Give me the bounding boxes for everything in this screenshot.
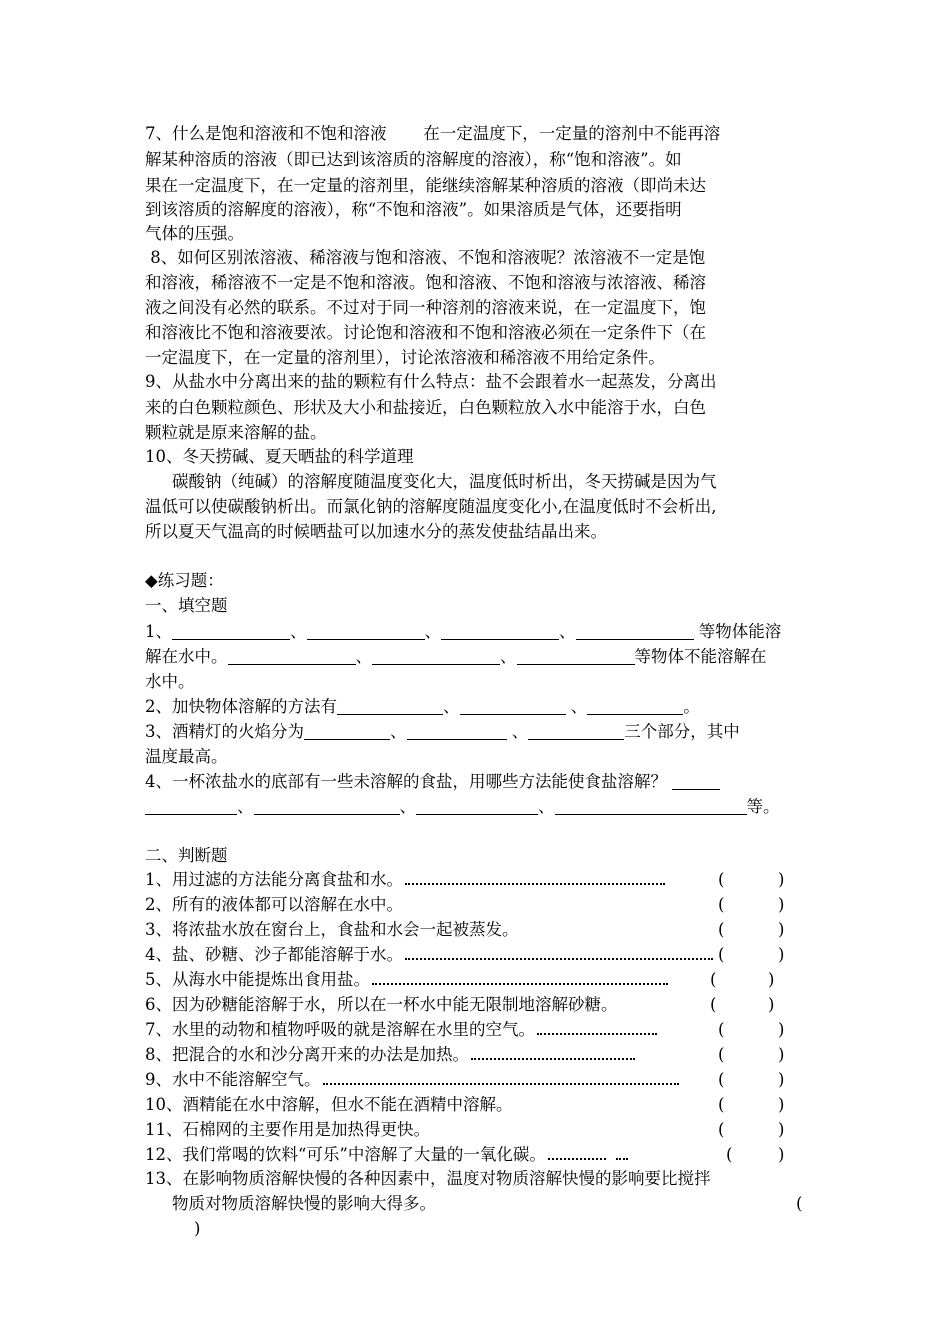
q3-prefix: 3、酒精灯的火焰分为 (145, 722, 304, 741)
separator: 、 (424, 622, 441, 641)
judge-text: 9、水中不能溶解空气。 (145, 1070, 321, 1089)
q2-end: 。 (683, 697, 700, 716)
answer-paren-close: ) (778, 1120, 785, 1139)
judge-text: 5、从海水中能提炼出食用盐。 (145, 970, 370, 989)
answer-paren-open[interactable]: ( (718, 895, 725, 914)
p8-line4: 和溶液比不饱和溶液要浓。讨论饱和溶液和不饱和溶液必须在一定条件下（在 (145, 323, 706, 342)
answer-paren-open[interactable]: ( (710, 995, 717, 1014)
answer-paren-open[interactable]: ( (710, 970, 717, 989)
separator: 、 (355, 647, 372, 666)
p7-line2: 解某种溶质的溶液（即已达到该溶质的溶解度的溶液），称“饱和溶液”。如 (145, 150, 682, 169)
p9-line1: 9、从盐水中分离出来的盐的颗粒有什么特点：盐不会跟着水一起蒸发，分离出 (145, 372, 717, 391)
judge-text: 7、水里的动物和植物呼吸的就是溶解在水里的空气。 (145, 1020, 535, 1039)
p7-line1: 7、什么是饱和溶液和不饱和溶液 在一定温度下，一定量的溶剂中不能再溶 (145, 124, 721, 143)
p8-line1: 8、如何区别浓溶液、稀溶液与饱和溶液、不饱和溶液呢？浓溶液不一定是饱 (145, 248, 706, 267)
p8-line5: 一定温度下，在一定量的溶剂里），讨论浓溶液和稀溶液不用给定条件。 (145, 348, 665, 367)
p7-line5: 气体的压强。 (145, 224, 244, 243)
fill-section-title: 一、填空题 (145, 596, 228, 615)
blank[interactable] (172, 622, 290, 640)
judge-item-3: 3、将浓盐水放在窗台上，食盐和水会一起被蒸发。 (145, 920, 519, 939)
p10-line3: 所以夏天气温高的时候晒盐可以加速水分的蒸发使盐结晶出来。 (145, 522, 607, 541)
judge-item-9 (145, 1068, 679, 1092)
answer-paren-open[interactable]: ( (718, 870, 725, 889)
leader-dots (405, 875, 665, 885)
separator: 、 (559, 622, 576, 641)
answer-paren-open[interactable]: ( (718, 1045, 725, 1064)
separator: 、 (511, 722, 529, 741)
p8-line3: 液之间没有必然的联系。不过对于同一种溶剂的溶液来说，在一定温度下，饱 (145, 298, 706, 317)
leader-dots (471, 1050, 635, 1060)
judge-item-4 (145, 943, 713, 967)
answer-paren-close: ) (194, 1219, 201, 1238)
judge-item-12 (145, 1143, 628, 1167)
judge-text: 1、用过滤的方法能分离食盐和水。 (145, 870, 403, 889)
blank[interactable] (372, 647, 500, 665)
blank[interactable] (407, 722, 507, 740)
blank[interactable] (672, 772, 720, 790)
exercise-heading: ◆练习题： (145, 571, 224, 590)
p10-line2: 温低可以使碳酸钠析出。而氯化钠的溶解度随温度变化小,在温度低时不会析出, (145, 497, 717, 516)
q4-end: 等。 (746, 797, 780, 816)
judge-item-13-line1: 13、在影响物质溶解快慢的各种因素中，温度对物质溶解快慢的影响要比搅拌 (145, 1169, 711, 1188)
answer-paren-close: ) (768, 970, 775, 989)
answer-paren-open[interactable]: ( (718, 945, 725, 964)
blank[interactable] (460, 697, 566, 715)
answer-paren-close: ) (778, 1045, 785, 1064)
p9-line3: 颗粒就是原来溶解的盐。 (145, 423, 327, 442)
answer-paren-close: ) (778, 920, 785, 939)
p10-title: 10、冬天捞碱、夏天晒盐的科学道理 (145, 447, 414, 466)
q1-end2: 等物体不能溶解在 (634, 647, 767, 666)
blank[interactable] (307, 622, 425, 640)
blank[interactable] (528, 722, 624, 740)
judge-text: 4、盐、砂糖、沙子都能溶解于水。 (145, 945, 403, 964)
leader-dots (616, 1150, 628, 1160)
answer-paren-close: ) (778, 895, 785, 914)
q4-text: 4、一杯浓盐水的底部有一些未溶解的食盐，用哪些方法能使食盐溶解？ (145, 772, 667, 791)
separator: 、 (399, 797, 416, 816)
blank[interactable] (416, 797, 538, 815)
fill-q3-line1 (145, 720, 740, 744)
leader-dots (537, 1025, 657, 1035)
separator: 、 (570, 697, 588, 716)
judge-item-8 (145, 1043, 635, 1067)
separator: 、 (237, 797, 254, 816)
judge-item-1 (145, 868, 665, 892)
judge-text: 12、我们常喝的饮料“可乐”中溶解了大量的一氧化碳。 (145, 1145, 546, 1164)
judge-item-10: 10、酒精能在水中溶解，但水不能在酒精中溶解。 (145, 1095, 513, 1114)
answer-paren-close: ) (778, 1070, 785, 1089)
p7-line4: 到该溶质的溶解度的溶液），称“不饱和溶液”。如果溶质是气体，还要指明 (145, 200, 682, 219)
answer-paren-close: ) (778, 1145, 785, 1164)
leader-dots (548, 1150, 606, 1160)
answer-paren-open[interactable]: ( (718, 920, 725, 939)
judge-item-5 (145, 968, 668, 992)
judge-item-11: 11、石棉网的主要作用是加热得更快。 (145, 1120, 430, 1139)
answer-paren-open[interactable]: ( (718, 1070, 725, 1089)
q2-prefix: 2、加快物体溶解的方法有 (145, 697, 337, 716)
judge-text: 8、把混合的水和沙分离开来的办法是加热。 (145, 1045, 469, 1064)
answer-paren-open[interactable]: ( (726, 1145, 733, 1164)
blank[interactable] (576, 622, 694, 640)
leader-dots (405, 950, 713, 960)
blank[interactable] (517, 647, 635, 665)
blank[interactable] (254, 797, 400, 815)
fill-q3-line2: 温度最高。 (145, 747, 228, 766)
judge-section-title: 二、判断题 (145, 846, 228, 865)
answer-paren-open[interactable]: ( (718, 1095, 725, 1114)
p8-line2: 和溶液，稀溶液不一定是不饱和溶液。饱和溶液、不饱和溶液与浓溶液、稀溶 (145, 273, 706, 292)
fill-q4-line1 (145, 770, 720, 794)
answer-paren-open[interactable]: ( (718, 1120, 725, 1139)
q1-prefix: 1、 (145, 622, 172, 641)
blank[interactable] (304, 722, 390, 740)
q1-line2-prefix: 解在水中。 (145, 647, 228, 666)
blank[interactable] (441, 622, 559, 640)
fill-q1-line1 (145, 620, 781, 644)
judge-item-7 (145, 1018, 657, 1042)
blank[interactable] (145, 797, 237, 815)
leader-dots (372, 975, 668, 985)
fill-q4-line2 (145, 795, 780, 819)
p7-line3: 果在一定温度下，在一定量的溶剂里，能继续溶解某种溶质的溶液（即尚未达 (145, 176, 706, 195)
blank[interactable] (228, 647, 356, 665)
blank[interactable] (587, 697, 683, 715)
answer-paren-close: ) (778, 1095, 785, 1114)
answer-paren-close: ) (778, 1020, 785, 1039)
blank[interactable] (555, 797, 747, 815)
separator: 、 (500, 647, 517, 666)
fill-q1-line3: 水中。 (145, 672, 195, 691)
separator: 、 (538, 797, 555, 816)
judge-item-6: 6、因为砂糖能溶解于水，所以在一杯水中能无限制地溶解砂糖。 (145, 995, 618, 1014)
answer-paren-close: ) (768, 995, 775, 1014)
answer-paren-open[interactable]: ( (796, 1194, 803, 1213)
blank[interactable] (337, 697, 443, 715)
fill-q2 (145, 695, 700, 719)
answer-paren-close: ) (778, 870, 785, 889)
p10-line1: 碳酸钠（纯碱）的溶解度随温度变化大，温度低时析出，冬天捞碱是因为气 (172, 472, 717, 491)
separator: 、 (290, 622, 307, 641)
separator: 、 (443, 697, 460, 716)
judge-item-2: 2、所有的液体都可以溶解在水中。 (145, 895, 403, 914)
leader-dots (323, 1075, 679, 1085)
q1-end1: 等物体能溶 (693, 622, 782, 641)
fill-q1-line2 (145, 645, 767, 669)
answer-paren-close: ) (778, 945, 785, 964)
answer-paren-open[interactable]: ( (718, 1020, 725, 1039)
p9-line2: 来的白色颗粒颜色、形状及大小和盐接近，白色颗粒放入水中能溶于水，白色 (145, 398, 706, 417)
q3-end: 三个部分，其中 (624, 722, 740, 741)
separator: 、 (390, 722, 407, 741)
judge-item-13-line2: 物质对物质溶解快慢的影响大得多。 (172, 1194, 436, 1213)
